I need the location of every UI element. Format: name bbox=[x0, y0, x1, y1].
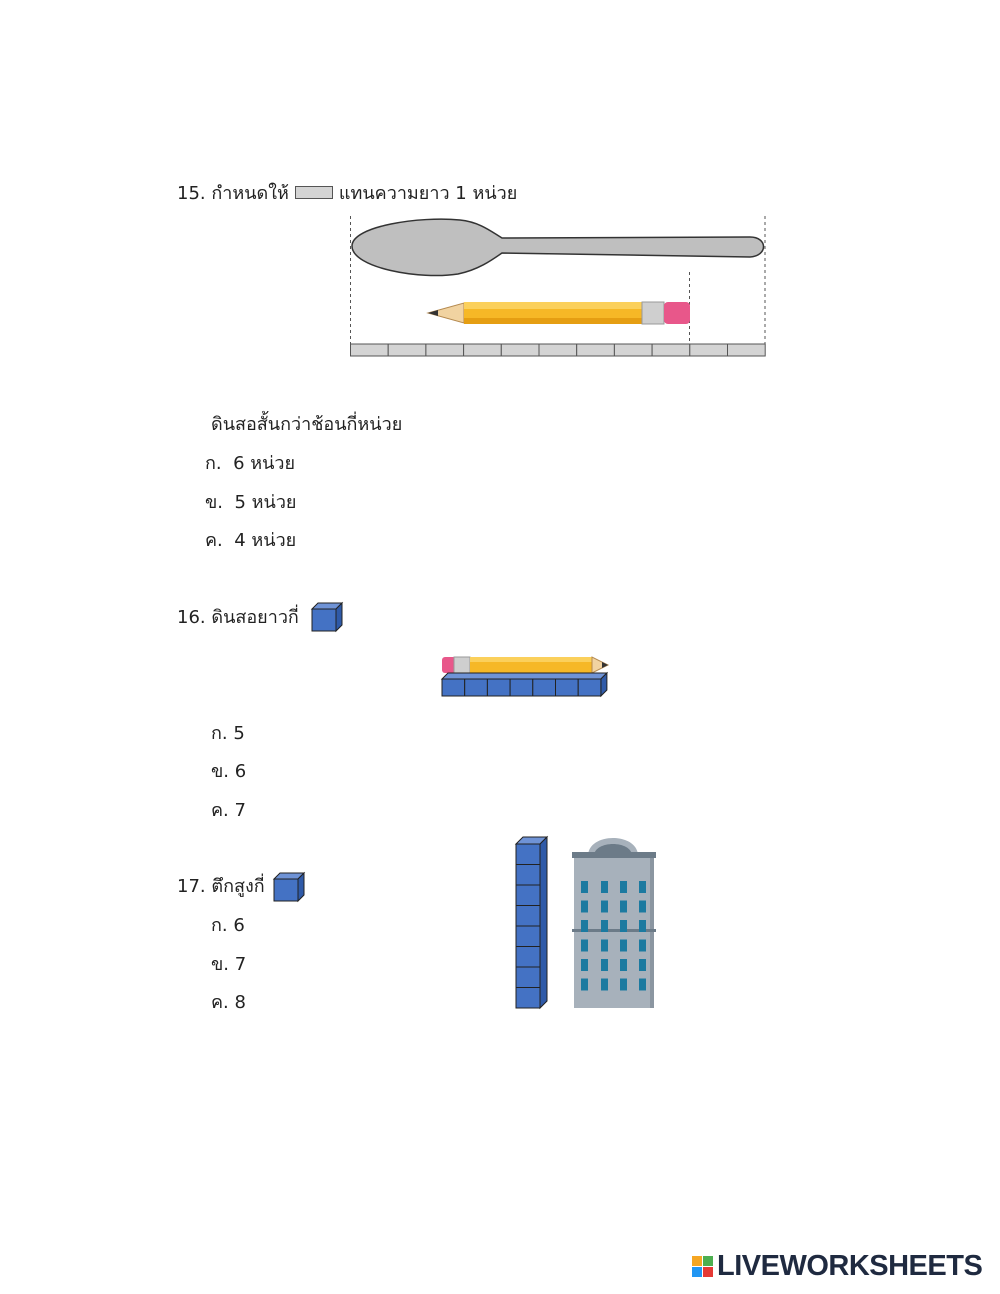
q15-question: ดินสอสั้นกว่าช้อนกี่หน่วย bbox=[211, 414, 403, 435]
window bbox=[581, 959, 588, 971]
unit-cube bbox=[516, 947, 540, 968]
unit-box bbox=[351, 344, 389, 356]
q16-option-c[interactable] bbox=[211, 799, 246, 823]
window bbox=[581, 881, 588, 893]
option-letter: ค. bbox=[205, 530, 223, 551]
cube-icon bbox=[310, 601, 344, 633]
pencil-icon bbox=[428, 302, 690, 324]
unit-cube bbox=[516, 906, 540, 927]
unit-ruler bbox=[351, 344, 766, 356]
q15-option-b[interactable] bbox=[205, 491, 296, 515]
logo-text: LIVEWORKSHEETS bbox=[717, 1250, 983, 1282]
window bbox=[639, 920, 646, 932]
window bbox=[639, 979, 646, 991]
unit-cube bbox=[465, 679, 488, 696]
unit-cube bbox=[533, 679, 556, 696]
unit-cube bbox=[487, 679, 510, 696]
q17-option-c[interactable] bbox=[211, 991, 246, 1015]
q17-option-a[interactable] bbox=[211, 914, 245, 938]
option-letter: ข. bbox=[205, 492, 224, 513]
pencil-cube-figure bbox=[436, 652, 616, 700]
unit-cube bbox=[516, 844, 540, 865]
unit-cube bbox=[556, 679, 579, 696]
window bbox=[620, 901, 627, 913]
unit-box bbox=[501, 344, 539, 356]
q15-prompt-before: กำหนดให้ bbox=[211, 183, 289, 204]
window bbox=[601, 881, 608, 893]
unit-box bbox=[652, 344, 690, 356]
q17-number: 17. bbox=[177, 876, 206, 897]
option-text: 6 bbox=[233, 915, 245, 936]
option-letter: ข. bbox=[211, 954, 230, 975]
window bbox=[581, 979, 588, 991]
unit-cube bbox=[516, 885, 540, 906]
q16-option-a[interactable] bbox=[211, 722, 245, 746]
option-text: 7 bbox=[234, 800, 246, 821]
cube-row-top bbox=[442, 673, 607, 679]
unit-cube bbox=[510, 679, 533, 696]
option-text: 8 bbox=[234, 992, 246, 1013]
option-letter: ค. bbox=[211, 800, 229, 821]
unit-box bbox=[388, 344, 426, 356]
unit-cube bbox=[516, 967, 540, 988]
window bbox=[639, 881, 646, 893]
window bbox=[620, 959, 627, 971]
option-text: 7 bbox=[234, 954, 247, 975]
unit-box bbox=[690, 344, 728, 356]
q15-prompt-after: แทนความยาว 1 หน่วย bbox=[338, 183, 518, 204]
window bbox=[581, 920, 588, 932]
window bbox=[620, 940, 627, 952]
unit-box bbox=[728, 344, 766, 356]
unit-cube bbox=[442, 679, 465, 696]
logo-badge-icon bbox=[692, 1256, 714, 1278]
cube-row bbox=[442, 673, 607, 696]
window bbox=[639, 940, 646, 952]
building-cube-figure bbox=[510, 830, 670, 1015]
option-text: 6 หน่วย bbox=[233, 453, 296, 474]
q15-option-a[interactable] bbox=[205, 452, 295, 476]
unit-box bbox=[577, 344, 615, 356]
unit-cube bbox=[578, 679, 601, 696]
window bbox=[620, 920, 627, 932]
unit-cube bbox=[516, 865, 540, 886]
cube-column-side bbox=[540, 837, 547, 1008]
building-icon bbox=[572, 838, 656, 1008]
liveworksheets-logo bbox=[692, 1250, 982, 1283]
window bbox=[601, 979, 608, 991]
unit-box bbox=[539, 344, 577, 356]
window bbox=[601, 901, 608, 913]
q16-prompt bbox=[177, 606, 299, 630]
q17-prompt bbox=[177, 875, 265, 899]
option-text: 6 bbox=[234, 761, 247, 782]
cube-column bbox=[516, 837, 547, 1008]
window bbox=[620, 979, 627, 991]
option-text: 5 bbox=[233, 723, 245, 744]
q16-option-b[interactable] bbox=[211, 760, 246, 784]
option-letter: ค. bbox=[211, 992, 229, 1013]
option-letter: ข. bbox=[211, 761, 230, 782]
unit-box bbox=[614, 344, 652, 356]
unit-box bbox=[464, 344, 502, 356]
window bbox=[620, 881, 627, 893]
window bbox=[639, 901, 646, 913]
q17-option-b[interactable] bbox=[211, 953, 246, 977]
q16-prompt-text: ดินสอยาวกี่ bbox=[211, 607, 299, 628]
q17-prompt-text: ตึกสูงกี่ bbox=[211, 876, 265, 897]
q15-prompt bbox=[177, 182, 517, 206]
unit-cube bbox=[516, 988, 540, 1009]
option-letter: ก. bbox=[205, 453, 222, 474]
q16-number: 16. bbox=[177, 607, 206, 628]
spoon-pencil-figure bbox=[340, 208, 780, 363]
window bbox=[601, 920, 608, 932]
unit-length-swatch bbox=[295, 186, 333, 199]
q15-number: 15. bbox=[177, 183, 206, 204]
option-letter: ก. bbox=[211, 723, 228, 744]
window bbox=[581, 940, 588, 952]
window bbox=[601, 959, 608, 971]
spoon-icon bbox=[352, 219, 764, 275]
q15-option-c[interactable] bbox=[205, 529, 296, 553]
unit-cube bbox=[516, 926, 540, 947]
option-letter: ก. bbox=[211, 915, 228, 936]
unit-box bbox=[426, 344, 464, 356]
option-text: 4 หน่วย bbox=[234, 530, 297, 551]
window bbox=[581, 901, 588, 913]
option-text: 5 หน่วย bbox=[234, 492, 297, 513]
cube-icon bbox=[272, 871, 306, 903]
pencil-icon bbox=[442, 657, 608, 673]
window bbox=[639, 959, 646, 971]
window bbox=[601, 940, 608, 952]
